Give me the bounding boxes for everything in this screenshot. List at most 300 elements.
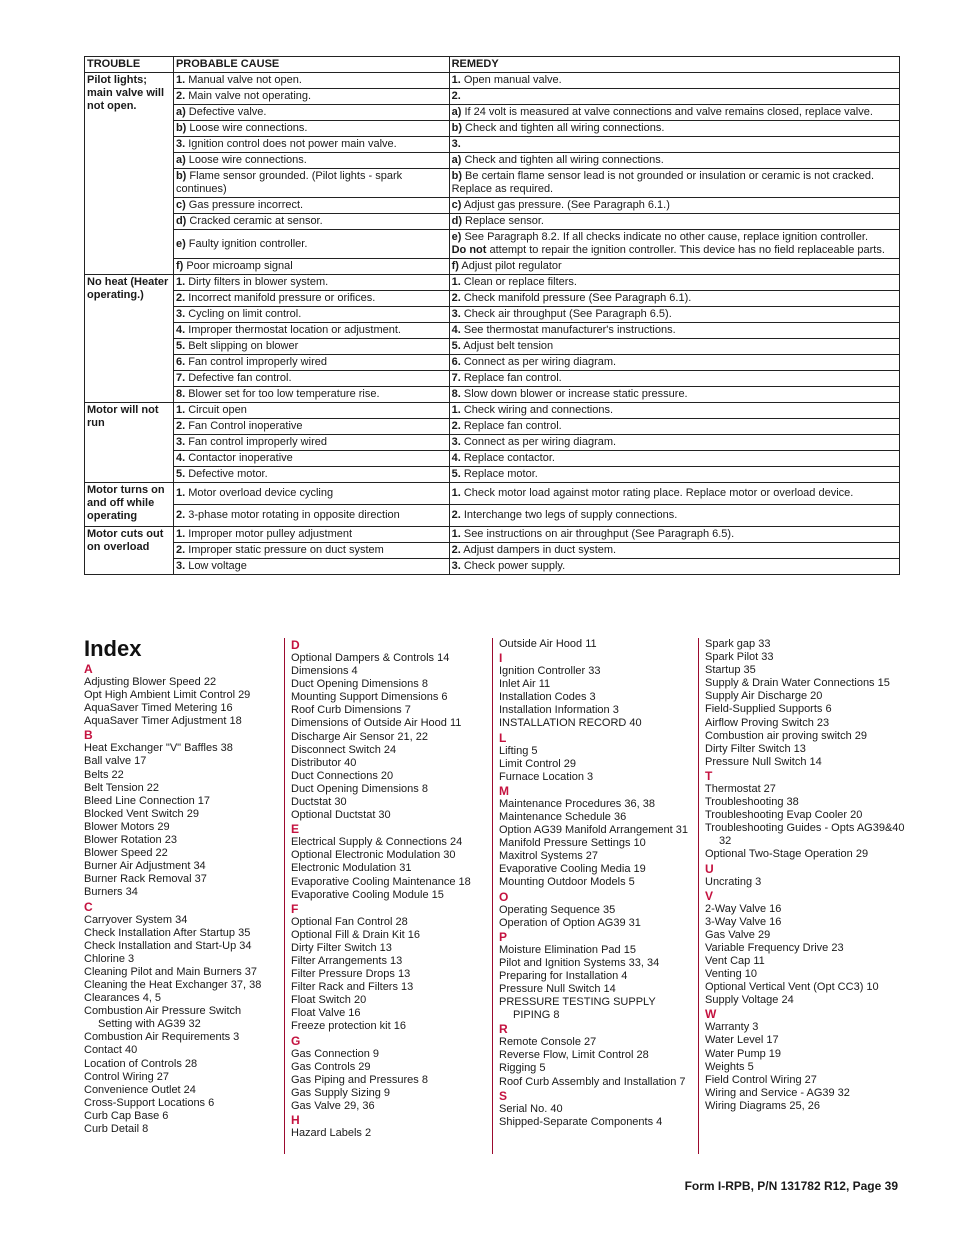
- index-entry: Troubleshooting 38: [705, 796, 799, 809]
- index-entry: Adjusting Blower Speed 22: [84, 676, 217, 688]
- remedy-cell: [449, 259, 899, 275]
- table-row: [85, 387, 900, 403]
- index-letter-heading: O: [499, 889, 509, 904]
- remedy-cell: [449, 137, 899, 153]
- index-entry: Inlet Air 11: [499, 678, 551, 691]
- index-column-1: [84, 638, 277, 1154]
- cause-cell: [173, 559, 449, 575]
- cause-label: 1.: [175, 528, 186, 540]
- index-entry: 3-Way Valve 16: [705, 915, 782, 928]
- table-row: [85, 339, 900, 355]
- table-row: [85, 169, 900, 198]
- remedy-cell: [449, 307, 899, 323]
- remedy-label: 1.: [451, 74, 461, 86]
- index-entry: Serial No. 40: [499, 1102, 563, 1115]
- index-entry: Preparing for Installation 4: [499, 969, 628, 982]
- cause-cell: [173, 105, 449, 121]
- remedy-cell: [449, 73, 899, 89]
- remedy-cell: [449, 527, 899, 543]
- cause-text: Defective valve.: [185, 106, 267, 118]
- remedy-text: Connect as per wiring diagram.: [460, 436, 617, 448]
- index-entry: Curb Detail 8: [84, 1123, 149, 1135]
- table-row: [85, 73, 900, 89]
- cause-label: 2.: [175, 90, 186, 102]
- index-entry: Optional Two-Stage Operation 29: [705, 848, 869, 861]
- cause-cell: [173, 198, 449, 214]
- remedy-cell: [449, 419, 899, 435]
- index-entry: Hazard Labels 2: [291, 1127, 372, 1139]
- remedy-text-continued: attempt to repair the ignition controller. This device has no field replaceable parts.: [486, 244, 885, 256]
- index-entry: Evaporative Cooling Module 15: [291, 888, 444, 901]
- cause-cell: [173, 230, 449, 259]
- index-entry: Troubleshooting Guides - Opts AG39&40 32: [705, 822, 905, 848]
- remedy-label: 2.: [451, 420, 461, 432]
- cause-text: Dirty filters in blower system.: [185, 276, 329, 288]
- index-entry: Burners 34: [84, 886, 138, 899]
- header-probable-cause: PROBABLE CAUSE: [173, 57, 449, 73]
- index-entry: Cleaning the Heat Exchanger 37, 38: [84, 978, 262, 991]
- index-letter-heading: D: [291, 638, 300, 652]
- index-entry: Uncrating 3: [705, 875, 762, 888]
- remedy-label: e): [451, 231, 462, 243]
- index-entry: Roof Curb Assembly and Installation 7: [499, 1075, 686, 1088]
- index-entry: Optional Electronic Modulation 30: [291, 849, 456, 862]
- cause-text: Loose wire connections.: [185, 154, 307, 166]
- table-row: [85, 527, 900, 543]
- remedy-cell: [449, 387, 899, 403]
- table-row: [85, 451, 900, 467]
- cause-cell: [173, 505, 449, 527]
- cause-label: 3.: [175, 138, 186, 150]
- remedy-cell: [449, 198, 899, 214]
- remedy-text: See Paragraph 8.2. If all checks indicate no other cause, replace ignition controller.: [461, 231, 869, 243]
- index-entry: Duct Opening Dimensions 8: [291, 782, 428, 795]
- remedy-cell: [449, 505, 899, 527]
- index-letter-heading: S: [499, 1088, 508, 1103]
- table-row: [85, 467, 900, 483]
- index-entry: Belts 22: [84, 768, 124, 781]
- remedy-label: 5.: [451, 468, 461, 480]
- page-footer: Form I-RPB, P/N 131782 R12, Page 39: [684, 1179, 898, 1193]
- index-entry: Supply Voltage 24: [705, 994, 794, 1007]
- index-entry: Filter Pressure Drops 13: [291, 968, 411, 981]
- cause-text: Improper static pressure on duct system: [185, 544, 384, 556]
- remedy-label: 1.: [451, 404, 461, 416]
- remedy-label: a): [451, 106, 462, 118]
- index-entry: Pressure Null Switch 14: [705, 755, 822, 768]
- remedy-cell: [449, 89, 899, 105]
- index-entry: Vent Cap 11: [705, 954, 765, 967]
- troubleshooting-table: [84, 56, 900, 575]
- cause-cell: [173, 153, 449, 169]
- table-row: [85, 105, 900, 121]
- cause-cell: [173, 435, 449, 451]
- trouble-cell: Motor cuts out on overload: [85, 527, 174, 575]
- cause-text: Faulty ignition controller.: [185, 237, 308, 250]
- index-entry: Shipped-Separate Components 4: [499, 1115, 663, 1128]
- cause-cell: [173, 339, 449, 355]
- remedy-text: Open manual valve.: [460, 74, 562, 86]
- cause-cell: [173, 527, 449, 543]
- remedy-text: Check air throughput (See Paragraph 6.5).: [460, 308, 672, 320]
- table-row: [85, 198, 900, 214]
- index-letter-heading: V: [705, 888, 714, 903]
- remedy-text: Adjust pilot regulator: [458, 260, 562, 272]
- cause-text: 3-phase motor rotating in opposite direction: [185, 509, 400, 521]
- index-entry: 2-Way Valve 16: [705, 902, 782, 915]
- cause-label: 2.: [175, 544, 186, 556]
- cause-text: Defective motor.: [185, 468, 268, 480]
- index-entry: Gas Controls 29: [291, 1060, 371, 1073]
- remedy-text: Check power supply.: [460, 560, 566, 572]
- index-entry: Discharge Air Sensor 21, 22: [291, 730, 428, 743]
- remedy-label: 4.: [451, 452, 461, 464]
- remedy-label: 3.: [451, 308, 461, 320]
- index-entry: Float Valve 16: [291, 1007, 361, 1020]
- cause-label: 7.: [175, 372, 186, 384]
- cause-label: 5.: [175, 340, 186, 352]
- cause-cell: [173, 355, 449, 371]
- index-entry: Convenience Outlet 24: [84, 1083, 196, 1096]
- index-entry: Electronic Modulation 31: [291, 862, 412, 875]
- remedy-cell: [449, 339, 899, 355]
- index-entry: Furnace Location 3: [499, 770, 594, 783]
- remedy-label: 8.: [451, 388, 461, 400]
- remedy-label: 2.: [451, 509, 461, 521]
- index-entry: Opt High Ambient Limit Control 29: [84, 689, 251, 702]
- index-entry: Optional Ductstat 30: [291, 809, 391, 822]
- remedy-cell: [449, 153, 899, 169]
- table-row: [85, 230, 900, 259]
- index-entry: Cross-Support Locations 6: [84, 1096, 215, 1109]
- index-letter-heading: P: [499, 929, 508, 944]
- cause-text: Gas pressure incorrect.: [185, 199, 304, 211]
- index-entry: Blower Rotation 23: [84, 834, 177, 847]
- index-entry: Optional Dampers & Controls 14: [291, 652, 450, 664]
- index-entry: Wiring and Service - AG39 32: [705, 1086, 850, 1099]
- cause-label: a): [175, 154, 186, 166]
- cause-label: a): [175, 106, 186, 118]
- index-entry: Moisture Elimination Pad 15: [499, 943, 636, 956]
- index-entry: Venting 10: [705, 968, 757, 981]
- cause-label: 3.: [175, 436, 186, 448]
- remedy-text: See instructions on air throughput (See Paragraph 6.5).: [460, 528, 735, 540]
- remedy-cell: [449, 214, 899, 230]
- index-entry: Maintenance Schedule 36: [499, 810, 627, 823]
- cause-cell: [173, 323, 449, 339]
- index-entry: Heat Exchanger "V" Baffles 38: [84, 742, 233, 755]
- remedy-text: Check and tighten all wiring connections.: [462, 122, 665, 134]
- index-entry: Combustion air proving switch 29: [705, 729, 868, 742]
- remedy-label: 6.: [451, 356, 461, 368]
- index-entry: Roof Curb Dimensions 7: [291, 704, 411, 717]
- remedy-cell: [449, 105, 899, 121]
- trouble-cell: Motor turns on and off while operating: [85, 483, 174, 527]
- cause-cell: [173, 137, 449, 153]
- cause-label: 8.: [175, 388, 186, 400]
- index-entry: Weights 5: [705, 1060, 754, 1073]
- remedy-text: Replace fan control.: [460, 420, 562, 432]
- remedy-label: b): [451, 170, 462, 182]
- cause-cell: [173, 387, 449, 403]
- trouble-cell: Pilot lights; main valve will not open.: [85, 73, 174, 275]
- index-letter-heading: M: [499, 783, 509, 798]
- remedy-text: Slow down blower or increase static pressure.: [460, 388, 688, 400]
- cause-cell: [173, 121, 449, 137]
- index-entry: Maintenance Procedures 36, 38: [499, 797, 655, 810]
- index-entry: Disconnect Switch 24: [291, 743, 397, 756]
- cause-text: Defective fan control.: [185, 372, 292, 384]
- cause-text: Ignition control does not power main valve.: [185, 138, 397, 150]
- index-entry: AquaSaver Timer Adjustment 18: [84, 715, 242, 728]
- index-column-2: [284, 638, 485, 1154]
- index-entry: Gas Supply Sizing 9: [291, 1086, 391, 1099]
- remedy-cell: [449, 121, 899, 137]
- cause-label: d): [175, 215, 187, 227]
- remedy-text: Replace sensor.: [462, 215, 544, 227]
- index-entry: Dimensions 4: [291, 665, 358, 678]
- cause-text: Fan control improperly wired: [185, 436, 327, 448]
- table-row: [85, 153, 900, 169]
- index-entry: Dirty Filter Switch 13: [291, 941, 392, 954]
- remedy-text: If 24 volt is measured at valve connections and valve remains closed, replace valve.: [461, 106, 873, 118]
- index-entry: Optional Fan Control 28: [291, 915, 408, 928]
- index-column-3: [492, 638, 693, 1154]
- remedy-label: 1.: [451, 487, 461, 499]
- table-row: [85, 291, 900, 307]
- remedy-text: Check manifold pressure (See Paragraph 6.1).: [460, 292, 692, 304]
- index-entry: Airflow Proving Switch 23: [705, 716, 830, 729]
- index-entry: Mounting Outdoor Models 5: [499, 876, 635, 889]
- cause-cell: [173, 483, 449, 505]
- cause-text: Blower set for too low temperature rise.: [185, 388, 380, 400]
- cause-label: 2.: [175, 509, 186, 521]
- index-entry: Manifold Pressure Settings 10: [499, 837, 646, 850]
- cause-cell: [173, 275, 449, 291]
- remedy-cell: [449, 291, 899, 307]
- table-row: [85, 355, 900, 371]
- remedy-text: Clean or replace filters.: [460, 276, 577, 288]
- index-entry: Electrical Supply & Connections 24: [291, 836, 463, 849]
- cause-label: 4.: [175, 324, 186, 336]
- remedy-cell: [449, 371, 899, 387]
- index-entry: Water Pump 19: [705, 1047, 782, 1060]
- index-entry: Float Switch 20: [291, 994, 367, 1007]
- index-entry: Location of Controls 28: [84, 1057, 198, 1070]
- remedy-cell: [449, 323, 899, 339]
- remedy-text: See thermostat manufacturer's instructions.: [460, 324, 676, 336]
- index-entry: Belt Tension 22: [84, 781, 160, 794]
- index-entry: Ignition Controller 33: [499, 665, 601, 678]
- remedy-cell: [449, 451, 899, 467]
- table-row: [85, 371, 900, 387]
- cause-text: Cracked ceramic at sensor.: [186, 215, 323, 227]
- cause-cell: [173, 169, 449, 198]
- index-entry: Filter Arrangements 13: [291, 954, 403, 967]
- index-entry: Spark gap 33: [705, 638, 771, 650]
- trouble-cell: Motor will not run: [85, 403, 174, 483]
- remedy-label: 1.: [451, 528, 461, 540]
- remedy-text: Be certain flame sensor lead is not grounded or insulation or ceramic is not cracked. Replace as required.: [451, 170, 875, 195]
- index-entry: PRESSURE TESTING SUPPLY PIPING 8: [499, 996, 656, 1022]
- index-entry: Thermostat 27: [705, 782, 776, 795]
- cause-label: c): [175, 199, 186, 211]
- remedy-cell: [449, 435, 899, 451]
- index-entry: Ductstat 30: [291, 796, 347, 809]
- index-section: [84, 638, 904, 1158]
- index-column-4: [698, 638, 905, 1154]
- index-entry: Startup 35: [705, 664, 756, 677]
- cause-cell: [173, 89, 449, 105]
- index-entry: Remote Console 27: [499, 1036, 597, 1049]
- cause-cell: [173, 451, 449, 467]
- index-entry: Gas Piping and Pressures 8: [291, 1073, 428, 1086]
- index-entry: Filter Rack and Filters 13: [291, 981, 414, 994]
- index-entry: Optional Fill & Drain Kit 16: [291, 928, 420, 941]
- index-entry: Pilot and Ignition Systems 33, 34: [499, 956, 660, 969]
- remedy-label: 2.: [451, 544, 461, 556]
- index-entry: Blocked Vent Switch 29: [84, 807, 199, 820]
- index-letter-heading: T: [705, 768, 713, 783]
- index-letter-heading: C: [84, 899, 93, 914]
- cause-label: 1.: [175, 74, 186, 86]
- index-entry: Supply Air Discharge 20: [705, 690, 823, 703]
- index-entry: Gas Valve 29: [705, 928, 771, 941]
- index-entry: Outside Air Hood 11: [499, 638, 597, 650]
- index-entry: Cleaning Pilot and Main Burners 37: [84, 965, 258, 978]
- table-row: [85, 214, 900, 230]
- remedy-cell: [449, 355, 899, 371]
- cause-cell: [173, 73, 449, 89]
- remedy-label: 3.: [451, 560, 461, 572]
- cause-label: b): [175, 170, 187, 182]
- index-entry: Burner Air Adjustment 34: [84, 860, 206, 873]
- table-row: [85, 89, 900, 105]
- index-entry: Curb Cap Base 6: [84, 1109, 169, 1122]
- index-entry: Lifting 5: [499, 744, 538, 757]
- index-entry: Evaporative Cooling Maintenance 18: [291, 875, 471, 888]
- index-entry: Blower Motors 29: [84, 820, 170, 833]
- index-letter-heading: L: [499, 730, 507, 745]
- index-entry: Reverse Flow, Limit Control 28: [499, 1049, 649, 1062]
- cause-text: Main valve not operating.: [185, 90, 312, 102]
- index-entry: Evaporative Cooling Media 19: [499, 863, 646, 876]
- index-entry: Combustion Air Requirements 3: [84, 1031, 240, 1044]
- index-entry: Clearances 4, 5: [84, 992, 162, 1005]
- header-trouble: TROUBLE: [85, 57, 174, 73]
- table-row: [85, 419, 900, 435]
- cause-cell: [173, 214, 449, 230]
- index-letter-heading: B: [84, 728, 93, 743]
- cause-cell: [173, 291, 449, 307]
- remedy-cell: [449, 483, 899, 505]
- index-entry: Gas Valve 29, 36: [291, 1099, 375, 1112]
- cause-cell: [173, 467, 449, 483]
- index-title: Index: [84, 636, 142, 661]
- index-entry: Control Wiring 27: [84, 1070, 169, 1083]
- index-letter-heading: H: [291, 1113, 300, 1127]
- remedy-label: 3.: [451, 138, 461, 150]
- index-entry: Field-Supplied Supports 6: [705, 703, 832, 716]
- cause-text: Belt slipping on blower: [185, 340, 299, 352]
- remedy-text: Adjust gas pressure. (See Paragraph 6.1.): [461, 199, 670, 211]
- cause-label: 1.: [175, 487, 186, 499]
- cause-text: Loose wire connections.: [186, 122, 308, 134]
- remedy-label: 3.: [451, 436, 461, 448]
- index-entry: Spark Pilot 33: [705, 651, 774, 664]
- index-letter-heading: F: [291, 901, 299, 916]
- index-entry: Rigging 5: [499, 1062, 546, 1075]
- cause-text: Incorrect manifold pressure or orifices.: [185, 292, 376, 304]
- table-row: [85, 543, 900, 559]
- remedy-text: Replace contactor.: [460, 452, 555, 464]
- cause-cell: [173, 403, 449, 419]
- remedy-text: Check motor load against motor rating place. Replace motor or overload device.: [460, 487, 854, 499]
- remedy-label: 7.: [451, 372, 461, 384]
- remedy-warning: Do not: [451, 244, 487, 256]
- index-entry: Optional Vertical Vent (Opt CC3) 10: [705, 981, 879, 994]
- remedy-cell: [449, 275, 899, 291]
- remedy-label: f): [451, 260, 459, 272]
- index-letter-heading: I: [499, 651, 503, 666]
- cause-label: 2.: [175, 420, 186, 432]
- remedy-label: 5.: [451, 340, 461, 352]
- cause-text: Circuit open: [185, 404, 247, 416]
- index-entry: Supply & Drain Water Connections 15: [705, 677, 890, 690]
- index-letter-heading: W: [705, 1007, 717, 1022]
- remedy-text: Connect as per wiring diagram.: [460, 356, 617, 368]
- table-row: [85, 505, 900, 527]
- index-entry: Wiring Diagrams 25, 26: [705, 1099, 820, 1112]
- index-entry: Gas Connection 9: [291, 1047, 380, 1060]
- index-entry: Chlorine 3: [84, 952, 135, 965]
- index-entry: Freeze protection kit 16: [291, 1020, 406, 1033]
- table-row: [85, 275, 900, 291]
- cause-text: Manual valve not open.: [185, 74, 302, 86]
- index-entry: Mounting Support Dimensions 6: [291, 691, 448, 704]
- index-entry: AquaSaver Timed Metering 16: [84, 702, 233, 715]
- remedy-cell: [449, 169, 899, 198]
- index-entry: Duct Connections 20: [291, 769, 394, 782]
- index-entry: Field Control Wiring 27: [705, 1073, 817, 1086]
- cause-label: 3.: [175, 308, 186, 320]
- cause-cell: [173, 543, 449, 559]
- index-entry: Installation Codes 3: [499, 691, 596, 704]
- index-entry: Duct Opening Dimensions 8: [291, 678, 428, 691]
- remedy-label: 2.: [451, 90, 461, 102]
- cause-text: Contactor inoperative: [185, 452, 293, 464]
- index-entry: Carryover System 34: [84, 913, 188, 926]
- remedy-text: Adjust belt tension: [460, 340, 554, 352]
- table-row: [85, 435, 900, 451]
- cause-cell: [173, 371, 449, 387]
- index-entry: Warranty 3: [705, 1021, 759, 1034]
- index-entry: Maxitrol Systems 27: [499, 850, 599, 863]
- remedy-label: 1.: [451, 276, 461, 288]
- index-entry: INSTALLATION RECORD 40: [499, 717, 642, 730]
- index-entry: Operation of Option AG39 31: [499, 916, 641, 929]
- index-entry: Limit Control 29: [499, 757, 577, 770]
- index-entry: Installation Information 3: [499, 704, 619, 717]
- cause-cell: [173, 419, 449, 435]
- table-row: [85, 559, 900, 575]
- header-remedy: REMEDY: [449, 57, 899, 73]
- remedy-text: Replace fan control.: [460, 372, 562, 384]
- index-entry: Operating Sequence 35: [499, 903, 616, 916]
- cause-text: Improper motor pulley adjustment: [185, 528, 353, 540]
- cause-cell: [173, 259, 449, 275]
- cause-text: Flame sensor grounded. (Pilot lights - spark continues): [175, 170, 403, 195]
